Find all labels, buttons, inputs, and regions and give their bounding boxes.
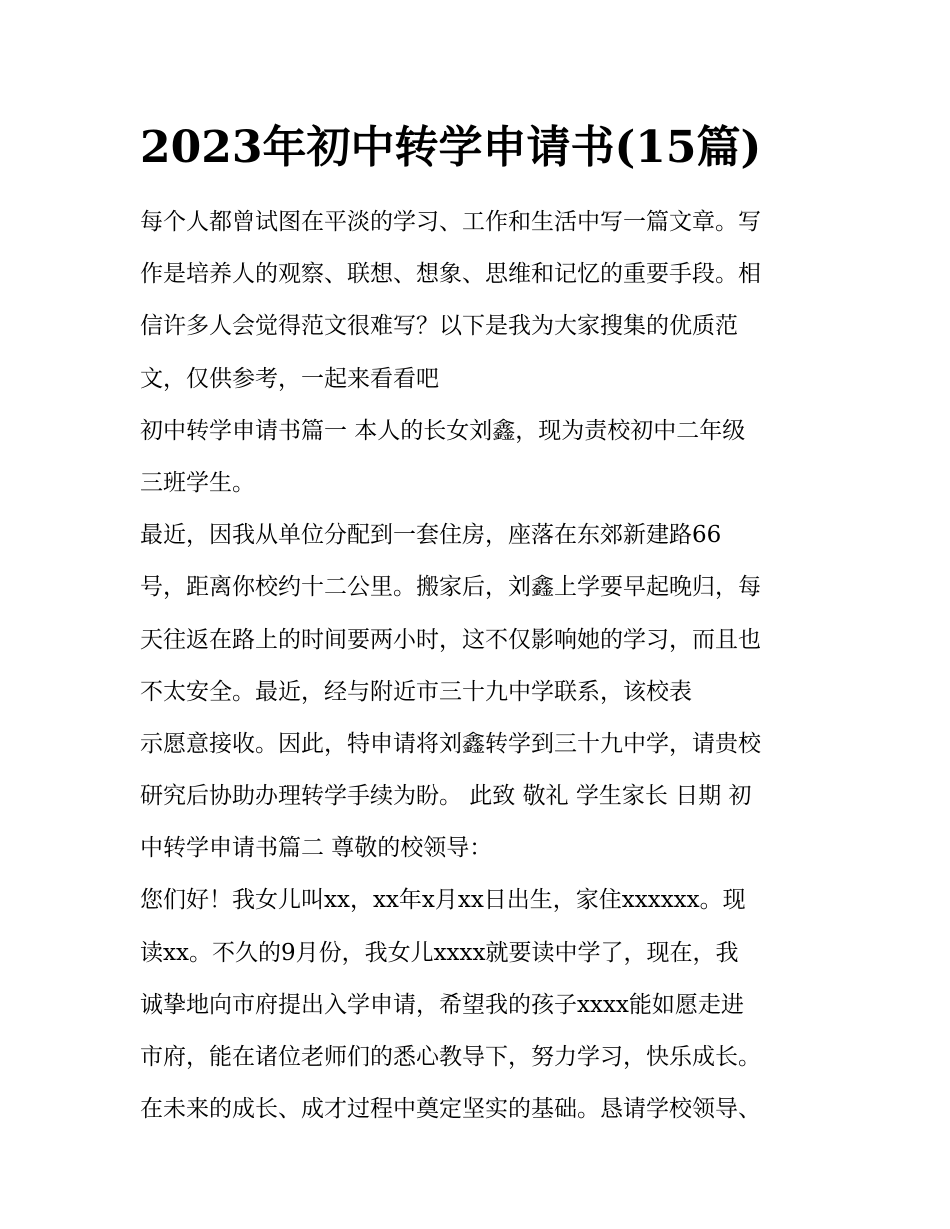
body-line: 在未来的成长、成才过程中奠定坚实的基础。恳请学校领导、 [140,1096,761,1123]
body-line: 诚挚地向市府提出入学申请，希望我的孩子xxxx能如愿走进 [140,991,744,1018]
body-line: 文，仅供参考，一起来看看吧 [140,365,439,392]
body-line: 初中转学申请书篇一 本人的长女刘鑫，现为责校初中二年级 [140,417,746,444]
document-title: 2023年初中转学申请书(15篇) [140,122,762,173]
body-line: 市府，能在诸位老师们的悉心教导下，努力学习，快乐成长。 [140,1044,761,1070]
body-line: 天往返在路上的时间要两小时，这不仅影响她的学习，而且也 [140,626,761,653]
body-line: 不太安全。最近，经与附近市三十九中学联系，该校表 [140,678,692,705]
body-line: 您们好！我女儿叫xx，xx年x月xx日出生，家住xxxxxx。现 [140,887,746,914]
body-line: 信许多人会觉得范文很难写？以下是我为大家搜集的优质范 [140,313,738,340]
document-body [140,196,830,1135]
body-line: 示愿意接收。因此，特申请将刘鑫转学到三十九中学，请贵校 [140,730,761,757]
body-line: 每个人都曾试图在平淡的学习、工作和生活中写一篇文章。写 [140,209,761,235]
body-line: 号，距离你校约十二公里。搬家后，刘鑫上学要早起晚归，每 [140,574,761,601]
body-line: 作是培养人的观察、联想、想象、思维和记忆的重要手段。相 [140,261,761,288]
body-line: 读xx。不久的9月份，我女儿xxxx就要读中学了，现在，我 [140,939,739,966]
body-line: 中转学申请书篇二 尊敬的校领导： [140,835,493,862]
body-line: 研究后协助办理转学手续为盼。 此致 敬礼 学生家长 日期 初 [140,783,752,810]
body-line: 最近，因我从单位分配到一套住房，座落在东郊新建路66 [140,522,722,549]
body-line: 三班学生。 [140,469,255,496]
